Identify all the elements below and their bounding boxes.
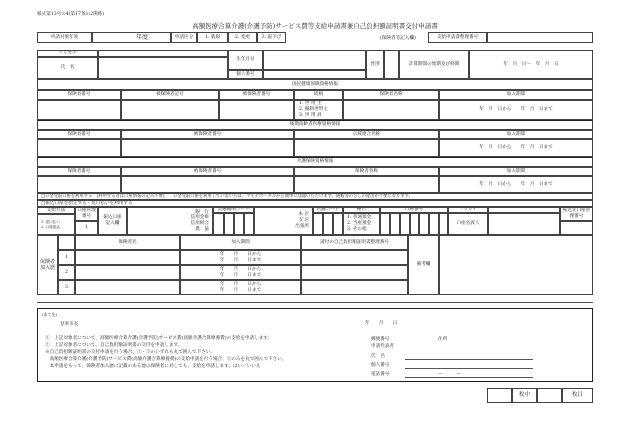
branch-code-digit[interactable] <box>333 213 343 235</box>
period-from: 年 月 日から <box>219 266 262 272</box>
period-to: 年 月 日まで <box>219 287 262 293</box>
history-period-field[interactable] <box>180 265 301 280</box>
nhi-col-number: 被保険者番号 <box>219 90 294 100</box>
entry-label: 振込口座記入欄 <box>98 207 127 235</box>
total-pages-field[interactable] <box>487 388 512 403</box>
history-corner <box>58 235 75 250</box>
account-no-label: 口座番号 <box>380 207 448 213</box>
declaration-line: ① 上記対象者について、高額医療合算介護(介護予防)サービス費(高額介護合算療養費)の支給を申請します。 <box>45 336 273 341</box>
pages-of-label: 枚中 <box>512 388 537 403</box>
elderly-col-union: 広域連合名称 <box>294 130 439 139</box>
rep-personal-no-field[interactable] <box>405 368 533 369</box>
phone-label: 電話番号 <box>371 372 390 377</box>
ref-no-label: 支給申請書整理番号 <box>428 32 487 43</box>
branch-type[interactable]: 出張所 <box>295 223 309 229</box>
addressee-label: (あて先) <box>42 312 58 317</box>
elderly-period-field[interactable]: 年 月 日から 年 月 日まで <box>439 139 593 157</box>
care-col-number: 被保険者番号 <box>121 167 294 176</box>
care-period-field[interactable]: 年 月 日から 年 月 日まで <box>439 176 593 193</box>
branch-type[interactable]: 本 店 <box>298 212 309 218</box>
institution-code-digit[interactable] <box>213 213 224 235</box>
account-no-digit[interactable] <box>400 213 410 235</box>
declaration-line: ② 上記対象者について、自己負担額証明書の交付を申請します。 <box>45 343 183 348</box>
elderly-col-number: 被保険者番号 <box>121 130 294 139</box>
page-number-field[interactable] <box>537 388 562 403</box>
account-type-label: 種目 <box>343 207 380 213</box>
name-label: 氏 名 <box>37 57 98 79</box>
account-no-digit[interactable] <box>439 213 448 235</box>
account-type-option[interactable]: 3. その他 <box>347 226 367 232</box>
rep-name-field[interactable] <box>405 359 533 360</box>
account-type-option[interactable]: 2. 当座預金 <box>347 221 372 227</box>
branch-code-digit[interactable] <box>323 213 333 235</box>
address-label: 住所 <box>438 337 448 342</box>
mgmt-label: 口座管理番号 <box>75 207 98 221</box>
history-insurer-field[interactable] <box>75 250 180 265</box>
nhi-col-period: 加入期間 <box>439 90 593 100</box>
institution-code-digit[interactable] <box>234 213 244 235</box>
ref-no-field[interactable] <box>487 32 593 43</box>
declaration-line: ※自己負担額証明書の交付申請を行う場合、①・②のいずれも丸で囲んで下さい。 <box>45 350 215 355</box>
phone-separator: — — <box>438 372 461 377</box>
institution-code-label: 金融機関コード <box>213 207 254 213</box>
elderly-header: 後期高齢者医療資格情報 <box>37 120 593 130</box>
history-cert-no-field[interactable] <box>301 265 408 280</box>
history-cert-no-field[interactable] <box>301 250 408 265</box>
branch-code-digit[interactable] <box>313 213 323 235</box>
history-row-number: 1 <box>58 250 75 265</box>
divider <box>37 302 593 303</box>
declaration-line: 高額医療合算介護(介護予防)サービス費(高額介護合算療養費)の支給申請を行う場合、①のみを丸で囲んで下さい。 <box>45 357 287 362</box>
furigana-field[interactable] <box>98 50 228 57</box>
history-col-period: 加入期間 <box>180 235 301 250</box>
institution-type[interactable]: 信用金庫 <box>190 215 209 221</box>
relation-option[interactable]: 3. 世 帯 員 <box>299 112 322 118</box>
furigana-label: フリガナ <box>37 50 98 57</box>
period-from: 年 月 日から <box>219 251 262 257</box>
period-field[interactable]: 年 月 日～ 年 月 日 <box>469 50 593 79</box>
method-option[interactable]: 2. 口座振込 <box>41 224 60 229</box>
care-col-insurer-no: 保険者番号 <box>37 167 121 176</box>
institution-code-digit[interactable] <box>244 213 254 235</box>
history-period-field[interactable] <box>180 250 301 265</box>
care-insurer-name-field[interactable] <box>294 176 439 193</box>
method-label: 支給方法 <box>37 207 75 214</box>
history-label: 保険者加入歴 <box>37 235 58 295</box>
branch-code-label: 店舗コード <box>313 207 343 213</box>
account-no-digit[interactable] <box>410 213 419 235</box>
holder-label: 口座名義人 <box>448 213 488 235</box>
target-year-label: 申請対象年度 <box>37 32 92 43</box>
mgmt-value: 1 <box>75 221 98 235</box>
elderly-union-field[interactable] <box>294 139 439 157</box>
care-col-insurer-name: 保険者名称 <box>294 167 439 176</box>
name-field[interactable] <box>98 57 228 79</box>
period-from: 年 月 日から <box>219 281 262 287</box>
nhi-period-field[interactable]: 年 月 日から 年 月 日まで <box>439 100 593 120</box>
rep-label: 申請代表者 <box>371 344 394 349</box>
period-to: 年 月 日まで <box>219 257 262 263</box>
relation-option[interactable]: 2. 擬制世帯主 <box>299 107 328 113</box>
care-col-period: 加入期間 <box>439 167 593 176</box>
account-no-digit[interactable] <box>380 213 390 235</box>
birth-label: 生年月日 <box>228 50 263 70</box>
nhi-col-symbol: 被保険者記号 <box>121 90 219 100</box>
history-row-number: 3 <box>58 280 75 295</box>
institution-type[interactable]: 信用組合 <box>190 221 209 226</box>
institution-type[interactable]: 銀 行 <box>195 209 209 215</box>
declaration-line[interactable]: 本申請をもって、保険者加入歴に記載のある他の保険者に対しても、支給を申請します。はい／いいえ <box>45 364 261 369</box>
personal-no-label: 個人番号 <box>228 70 263 79</box>
relation-option[interactable]: 1. 世 帯 主 <box>299 101 322 107</box>
dest-mgmt-label: 振込先口座管理番号 <box>560 207 593 221</box>
category-label: 申請区分 <box>171 32 197 43</box>
account-no-digit[interactable] <box>429 213 439 235</box>
sex-label: 性別 <box>366 50 384 79</box>
nhi-insurer-no-field[interactable] <box>37 100 121 120</box>
addressee: 登米市長 <box>60 322 79 327</box>
history-row-number: 2 <box>58 265 75 280</box>
care-insurer-no-field[interactable] <box>37 176 121 193</box>
nhi-number-field[interactable] <box>219 100 294 120</box>
branch-types[interactable] <box>254 207 313 235</box>
care-header: 介護保険資格情報 <box>37 157 593 167</box>
rep-name-label: 氏 名 <box>371 354 385 359</box>
elderly-insurer-no-field[interactable] <box>37 139 121 157</box>
declaration-date[interactable]: 年 月 日 <box>365 321 398 326</box>
nhi-relation-options[interactable] <box>294 100 343 120</box>
nhi-header: 国民健康保険資格情報 <box>37 79 593 90</box>
public-account-checkbox[interactable]: □公金受取口座を利用する (利用する者は口座情報の記入不要) 公金受取口座を利用していない方は、マイナポータルから簡単に登録いただけます。通帳等の写しの提出が不要になります。 <box>37 193 593 200</box>
history-period-field[interactable] <box>180 280 301 295</box>
account-type-options[interactable] <box>343 213 380 235</box>
method-option[interactable]: 1. 窓口払い <box>41 220 60 225</box>
personal-no-field[interactable] <box>263 70 366 79</box>
form-number: 様式第13号の4(第17条の2関係) <box>37 12 105 17</box>
target-year-field[interactable]: 年度 <box>92 32 171 43</box>
elderly-col-period: 加入期間 <box>439 130 593 139</box>
remarks-field[interactable] <box>439 235 593 295</box>
institution-types[interactable] <box>127 207 213 235</box>
nhi-symbol-field[interactable] <box>121 100 219 120</box>
history-cert-no-field[interactable] <box>301 280 408 295</box>
rep-personal-no-label: 個人番号 <box>371 363 390 368</box>
nhi-col-insurer-no: 保険者番号 <box>37 90 121 100</box>
birth-field[interactable] <box>263 50 366 70</box>
page-title: 高額医療合算介護(介護予防)サービス費等支給申請書兼自己負担額証明書交付申請書 <box>192 22 438 30</box>
history-col-insurer: 保険者名 <box>75 235 180 250</box>
institution-type[interactable]: 農 協 <box>195 226 209 232</box>
nhi-insurer-name-field[interactable] <box>343 100 439 120</box>
nhi-col-insurer-name: 保険者名称 <box>343 90 439 100</box>
holder-furigana-label: フリガナ <box>448 207 488 213</box>
account-no-digit[interactable] <box>419 213 429 235</box>
branch-type[interactable]: 支 店 <box>298 218 309 224</box>
dest-mgmt-field[interactable] <box>560 221 593 235</box>
period-label: 計算期間の始期及び終期 <box>399 50 469 79</box>
designate-account-checkbox[interactable]: □振込口座を指定する・窓口払いを利用する <box>37 200 593 207</box>
history-col-cert-no: 請付の自己負担額証明書整理番号 <box>301 235 408 250</box>
elderly-col-insurer-no: 保険者番号 <box>37 130 121 139</box>
account-type-option[interactable]: 1. 普通預金 <box>347 215 372 221</box>
elderly-number-field[interactable] <box>121 139 294 157</box>
method-options[interactable] <box>37 214 75 235</box>
option-new[interactable]: 1. 新規 <box>197 32 228 43</box>
insurer-field-note: (保険者等記入欄) <box>380 36 416 41</box>
care-number-field[interactable] <box>121 176 294 193</box>
sex-field[interactable] <box>384 50 399 79</box>
holder-field[interactable] <box>488 213 560 235</box>
remarks-label: 備考欄 <box>408 235 439 295</box>
nhi-col-relation: 続柄 <box>294 90 343 100</box>
institution-code-digit[interactable] <box>224 213 234 235</box>
postal-label: 郵便番号 <box>371 337 390 342</box>
period-to: 年 月 日まで <box>219 272 262 278</box>
phone-field[interactable] <box>405 377 533 378</box>
history-insurer-field[interactable] <box>75 280 180 295</box>
account-no-digit[interactable] <box>390 213 400 235</box>
option-change[interactable]: 2. 変更 <box>228 32 257 43</box>
history-insurer-field[interactable] <box>75 265 180 280</box>
option-withdraw[interactable]: 3. 取下げ <box>257 32 286 43</box>
page-label: 枚目 <box>562 388 593 403</box>
